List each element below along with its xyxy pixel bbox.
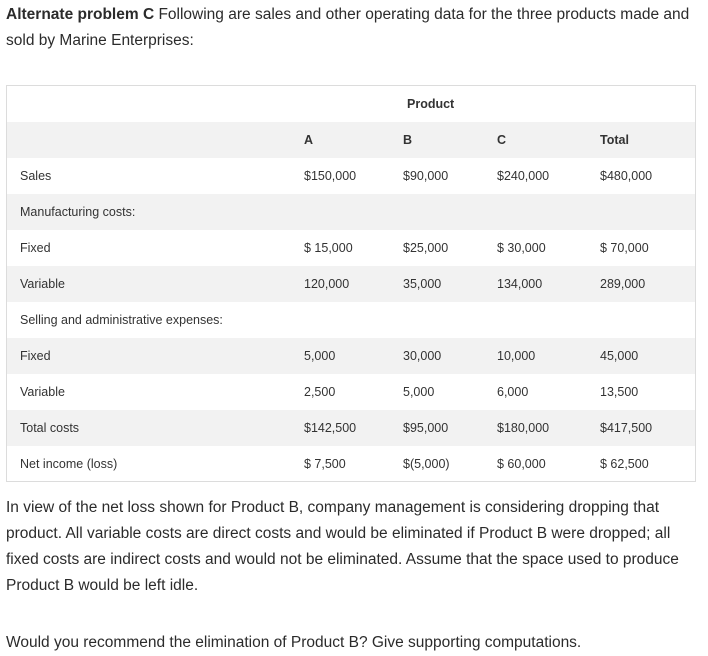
row-label: Net income (loss) (20, 457, 118, 471)
table-cell: 5,000 (403, 385, 435, 399)
table-cell (497, 302, 600, 338)
table-cell: 6,000 (497, 385, 529, 399)
table-row (7, 410, 696, 446)
problem-heading: Alternate problem C (6, 6, 155, 23)
table-cell: $(5,000) (403, 457, 450, 471)
row-label: Variable (20, 385, 65, 399)
table-cell: 2,500 (304, 385, 336, 399)
column-header-a: A (304, 122, 403, 158)
table-cell: $150,000 (304, 169, 357, 183)
table-cell (304, 194, 403, 230)
row-label: Variable (7, 266, 304, 302)
table-row (7, 266, 696, 302)
question-text: Would you recommend the elimination of Product B? Give supporting computations. (6, 634, 582, 651)
row-label: Total costs (7, 410, 304, 446)
table-cell: $ 7,500 (304, 457, 346, 471)
table-cell: $ 62,500 (600, 457, 649, 471)
problem-intro (6, 2, 696, 54)
row-label: Fixed (7, 338, 304, 374)
table-cell: $ 70,000 (600, 241, 649, 255)
table-cell (600, 302, 696, 338)
table-cell: 45,000 (600, 338, 696, 374)
table-cell: 35,000 (403, 266, 497, 302)
table-cell: 120,000 (304, 266, 403, 302)
row-label: Fixed (20, 241, 51, 255)
table-cell: $142,500 (304, 410, 403, 446)
table-cell: $480,000 (600, 169, 653, 183)
table-cell (403, 302, 497, 338)
table-cell: $ 15,000 (304, 241, 353, 255)
problem-intro-text: Following are sales and other operating data for the three products made and sold by Marine Enterprises: (6, 6, 690, 49)
column-header-c: C (497, 122, 600, 158)
table-cell: $ 60,000 (497, 457, 546, 471)
table-row (7, 158, 696, 194)
table-cell (600, 194, 696, 230)
product-header: Product (407, 97, 455, 111)
product-header-row (7, 86, 696, 122)
scenario-paragraph: In view of the net loss shown for Product B, company management is considering dropping that product. All variable costs are direct costs and would be eliminated if Product B were dropped; all fixed costs are indirect costs and would not be eliminated. Assume that the space used to produce Product B would be left idle. (6, 499, 679, 594)
table-cell: $ 30,000 (497, 241, 546, 255)
table-cell: 5,000 (304, 338, 403, 374)
table-cell: $240,000 (497, 169, 550, 183)
table-cell (304, 302, 403, 338)
column-header-row (7, 122, 696, 158)
row-label: Sales (20, 169, 52, 183)
column-header-total: Total (600, 122, 696, 158)
table-cell (403, 194, 497, 230)
column-header-b: B (403, 122, 497, 158)
table-cell: 13,500 (600, 385, 639, 399)
table-row (7, 374, 696, 410)
table-row (7, 446, 696, 482)
table-row (7, 302, 696, 338)
table-cell (497, 194, 600, 230)
table-cell: 289,000 (600, 266, 696, 302)
table-cell: 134,000 (497, 266, 600, 302)
table-cell: $25,000 (403, 241, 449, 255)
table-row (7, 194, 696, 230)
table-row (7, 230, 696, 266)
table-cell: $90,000 (403, 169, 449, 183)
operating-data-table (6, 85, 696, 482)
row-label: Selling and administrative expenses: (20, 313, 223, 327)
table-cell: 30,000 (403, 338, 497, 374)
table-cell: 10,000 (497, 338, 600, 374)
table-cell: $95,000 (403, 410, 497, 446)
table-row (7, 338, 696, 374)
table-cell: $417,500 (600, 410, 696, 446)
table-cell: $180,000 (497, 410, 600, 446)
row-label: Manufacturing costs: (7, 194, 304, 230)
